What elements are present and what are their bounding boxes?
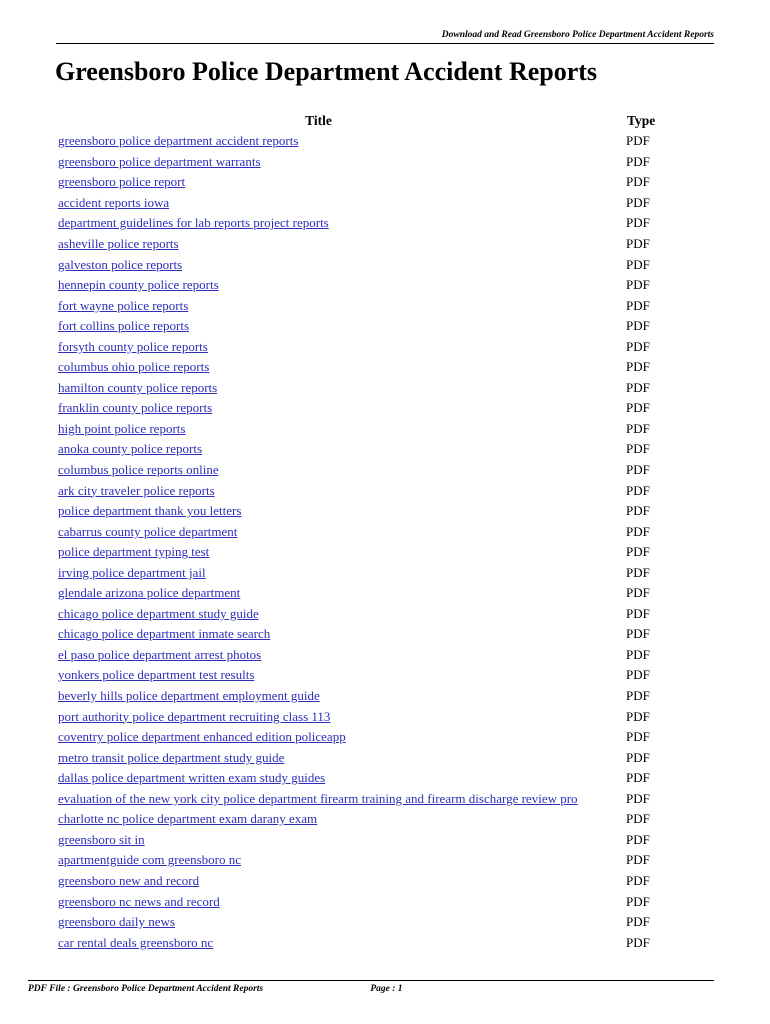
title-cell [56,706,621,727]
type-cell: PDF [626,585,650,601]
type-cell: PDF [626,811,650,827]
report-link[interactable]: asheville police reports [58,236,179,251]
report-link[interactable]: greensboro police department accident reports [58,133,299,149]
table-row [56,932,666,953]
report-link[interactable]: cabarrus county police department [58,523,238,539]
header-text: Download and Read Greensboro Police Department Accident Reports [441,30,714,40]
type-cell: PDF [626,338,650,354]
type-cell: PDF [626,749,650,765]
column-header-title: Title [305,112,332,128]
report-link[interactable]: franklin county police reports [58,400,213,416]
report-link[interactable]: greensboro sit in [58,831,145,847]
report-link[interactable]: fort collins police reports [58,318,190,334]
title-cell [56,932,621,953]
type-cell: PDF [626,872,650,888]
table-row [56,912,666,933]
type-cell: PDF [626,893,650,909]
type-cell: PDF [626,194,650,210]
title-cell [56,419,621,440]
type-cell: PDF [626,626,650,642]
table-row [56,624,666,645]
report-link[interactable]: greensboro daily news [58,914,175,930]
report-link[interactable]: apartmentguide com greensboro nc [58,852,242,868]
table-row [56,234,666,255]
report-link[interactable]: greensboro nc news and record [58,893,220,909]
title-cell [56,439,621,460]
type-cell: PDF [626,215,650,231]
report-link[interactable]: yonkers police department test results [58,667,255,683]
type-cell: PDF [626,667,650,683]
type-cell: PDF [626,153,650,169]
title-cell [56,131,621,152]
report-link[interactable]: car rental deals greensboro nc [58,934,214,950]
title-cell [56,152,621,173]
table-row [56,665,666,686]
type-cell: PDF [626,852,650,868]
type-cell: PDF [626,297,650,313]
title-cell [56,624,621,645]
type-cell: PDF [626,544,650,560]
report-link[interactable]: el paso police department arrest photos [58,646,262,662]
page-header [56,30,714,44]
title-cell [56,357,621,378]
report-link[interactable]: greensboro police report [58,174,186,190]
title-cell [56,727,621,748]
title-cell [56,316,621,337]
table-row [56,645,666,666]
table-row [56,809,666,830]
table-row [56,686,666,707]
footer-file-label: PDF File : Greensboro Police Department Accident Reports [28,984,264,994]
report-link[interactable]: chicago police department inmate search [58,626,271,642]
type-cell: PDF [626,256,650,272]
type-cell: PDF [626,359,650,375]
table-row [56,542,666,563]
title-cell [56,234,621,255]
report-link[interactable]: irving police department jail [58,564,206,580]
table-row [56,336,666,357]
report-link[interactable]: metro transit police department study guide [58,749,285,765]
report-link[interactable]: dallas police department written exam study guides [58,770,326,786]
table-row [56,747,666,768]
table-row [56,152,666,173]
report-link[interactable]: port authority police department recruiting class 113 [58,708,331,724]
table-row [56,398,666,419]
table-row [56,193,666,214]
title-cell [56,562,621,583]
report-link[interactable]: charlotte nc police department exam darany exam [58,811,318,827]
report-link[interactable]: columbus police reports online [58,462,219,478]
page-footer [28,980,714,994]
title-cell [56,275,621,296]
report-link[interactable]: greensboro police department warrants [58,153,261,169]
title-cell [56,645,621,666]
table-row [56,480,666,501]
type-cell: PDF [626,605,650,621]
table-row [56,439,666,460]
table-row [56,583,666,604]
type-cell: PDF [626,441,650,457]
table-row [56,871,666,892]
table-row [56,768,666,789]
title-cell [56,871,621,892]
table-row [56,789,666,810]
type-cell: PDF [626,482,650,498]
table-row [56,501,666,522]
title-cell [56,213,621,234]
page-title: Greensboro Police Department Accident Reports [55,57,598,86]
report-link[interactable]: hennepin county police reports [58,277,219,293]
report-link[interactable]: fort wayne police reports [58,297,189,313]
type-cell: PDF [626,420,650,436]
table-row [56,830,666,851]
type-cell: PDF [626,462,650,478]
title-cell [56,768,621,789]
title-cell [56,193,621,214]
title-cell [56,583,621,604]
table-row [56,604,666,625]
table-row [56,891,666,912]
type-cell: PDF [626,318,650,334]
report-link[interactable]: chicago police department study guide [58,605,259,621]
report-table [56,110,666,953]
report-link[interactable]: accident reports iowa [58,194,170,210]
report-link[interactable]: ark city traveler police reports [58,482,215,498]
type-cell: PDF [626,564,650,580]
table-row [56,254,666,275]
title-cell [56,830,621,851]
type-cell: PDF [626,400,650,416]
report-link[interactable]: columbus ohio police reports [58,359,210,375]
report-link[interactable]: coventry police department enhanced edition policeapp [58,729,346,745]
type-cell: PDF [626,277,650,293]
report-link[interactable]: high point police reports [58,420,186,436]
type-cell: PDF [626,729,650,745]
report-link[interactable]: galveston police reports [58,256,183,272]
title-cell [56,809,621,830]
table-row [56,172,666,193]
title-cell [56,521,621,542]
table-header-row [56,110,666,131]
report-link[interactable]: police department typing test [58,544,210,560]
report-link[interactable]: glendale arizona police department [58,585,241,601]
title-cell [56,912,621,933]
title-cell [56,604,621,625]
title-cell [56,460,621,481]
type-cell: PDF [626,790,650,806]
title-cell [56,665,621,686]
table-row [56,460,666,481]
table-row [56,521,666,542]
type-cell: PDF [626,379,650,395]
type-cell: PDF [626,174,650,190]
type-cell: PDF [626,770,650,786]
title-cell [56,686,621,707]
table-row [56,131,666,152]
table-row [56,562,666,583]
table-row [56,706,666,727]
table-row [56,850,666,871]
report-link[interactable]: anoka county police reports [58,441,203,457]
footer-page-number: Page : 1 [370,984,403,994]
report-link[interactable]: beverly hills police department employment guide [58,688,320,704]
title-cell [56,542,621,563]
report-link[interactable]: evaluation of the new york city police department firearm training and firearm discharge review pro [58,790,578,806]
type-cell: PDF [626,523,650,539]
table-body [56,131,666,953]
title-cell [56,480,621,501]
type-cell: PDF [626,503,650,519]
report-link[interactable]: forsyth county police reports [58,338,208,354]
type-cell: PDF [626,133,650,149]
report-link[interactable]: greensboro new and record [58,872,200,888]
table-row [56,378,666,399]
type-cell: PDF [626,688,650,704]
table-row [56,213,666,234]
title-cell [56,378,621,399]
title-cell [56,501,621,522]
report-link[interactable]: department guidelines for lab reports project reports [58,215,329,231]
title-cell [56,850,621,871]
table-row [56,295,666,316]
title-cell [56,747,621,768]
report-link[interactable]: hamilton county police reports [58,379,218,395]
type-cell: PDF [626,236,650,251]
type-cell: PDF [626,646,650,662]
title-cell [56,398,621,419]
title-cell [56,891,621,912]
type-cell: PDF [626,934,650,950]
table-row [56,727,666,748]
table-row [56,357,666,378]
column-header-type: Type [627,112,656,128]
title-cell [56,295,621,316]
table-row [56,275,666,296]
type-cell: PDF [626,914,650,930]
type-cell: PDF [626,831,650,847]
table-row [56,419,666,440]
title-cell [56,172,621,193]
title-cell [56,789,621,810]
title-cell [56,254,621,275]
title-cell [56,336,621,357]
type-cell: PDF [626,708,650,724]
table-row [56,316,666,337]
report-link[interactable]: police department thank you letters [58,503,242,519]
